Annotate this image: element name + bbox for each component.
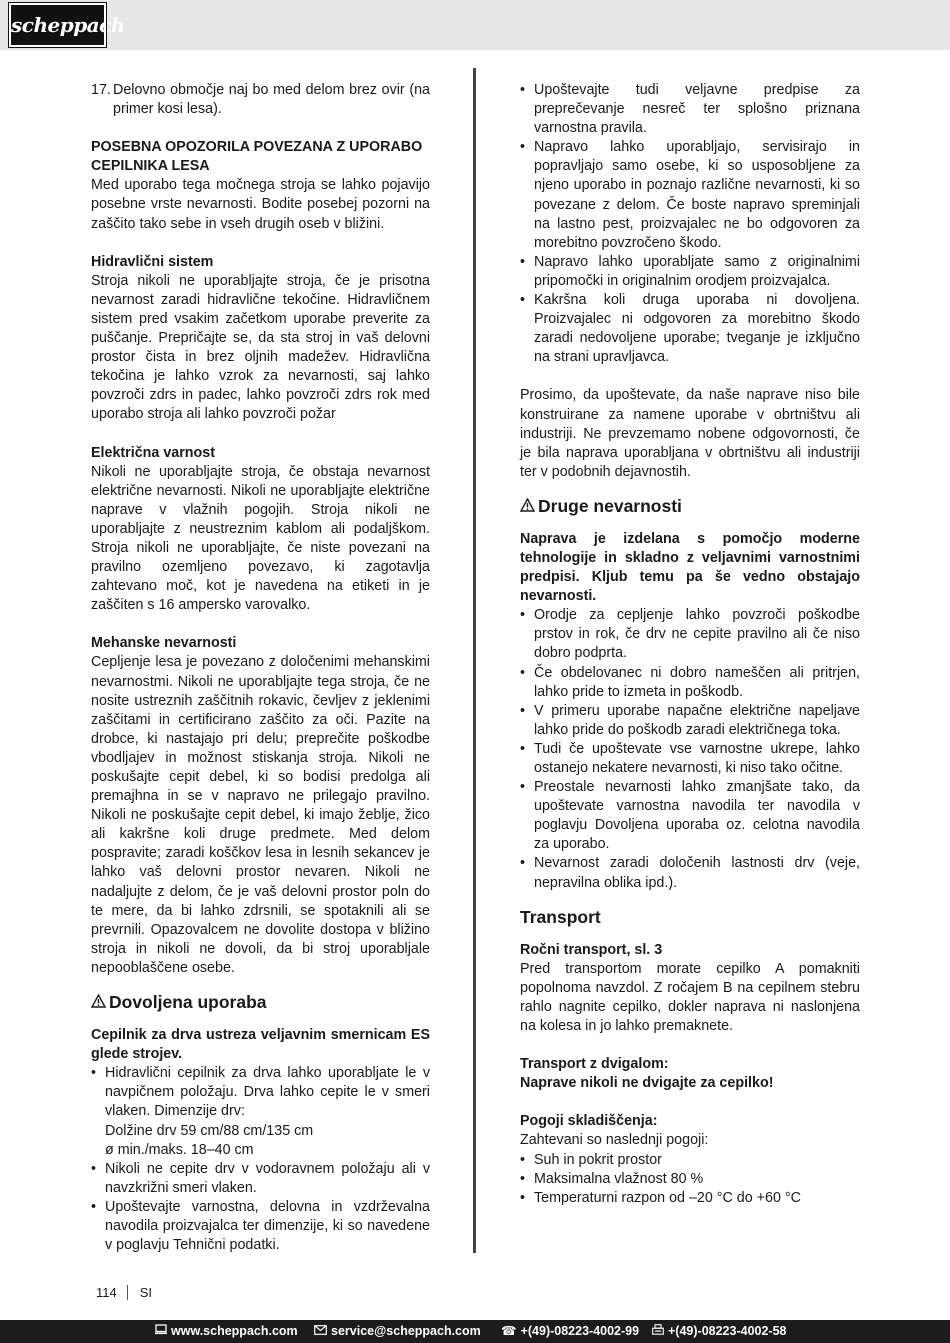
- phone-icon: ☎: [501, 1324, 517, 1338]
- warning-icon: [91, 990, 109, 1014]
- fax-icon: [652, 1320, 664, 1343]
- other-risks-lead: Naprava je izdelana s pomočjo moderne tehnologije in skladno z veljavnimi varnostnimi predpisi. Kljub temu pa še vedno obstajajo nevarnosti.: [520, 530, 860, 605]
- electric-title: Električna varnost: [91, 444, 215, 461]
- intended-use-lead: Cepilnik za drva ustreza veljavnim smernicam ES glede strojev.: [91, 1027, 430, 1063]
- special-warnings-title: POSEBNA OPOZORILA POVEZANA Z UPORABO CEPILNIKA LESA: [91, 139, 423, 175]
- list-item: • Če obdelovanec ni dobro nameščen ali pritrjen, lahko pride to izmeta in poškodb.: [520, 664, 860, 702]
- fax-number: +(49)-08223-4002-58: [652, 1320, 787, 1343]
- list-item: • Upoštevajte tudi veljavne predpise za preprečevanje nesreč ter splošno priznana varnostna pravila.: [520, 81, 860, 138]
- phone-link[interactable]: ☎ +(49)-08223-4002-99: [501, 1320, 639, 1343]
- list-item: • Upoštevajte varnostna, delovna in vzdrževalna navodila proizvajalca ter dimenzije, ki so navedene v poglavju Tehnični podatki.: [91, 1198, 430, 1255]
- warning-icon: [520, 494, 538, 518]
- header-bar: [0, 0, 950, 50]
- list-item: • Tudi če upoštevate vse varnostne ukrepe, lahko ostanejo nekatere nevarnosti, ki niso tako očitne.: [520, 740, 860, 778]
- crane-transport-title: Transport z dvigalom:: [520, 1056, 669, 1073]
- list-item: • Napravo lahko uporabljate samo z originalnimi pripomočki in originalnim orodjem proizvajalca.: [520, 253, 860, 291]
- special-warnings-text: Med uporabo tega močnega stroja se lahko pojavijo posebne vrste nevarnosti. Bodite posebej pozorni na zaščito tako sebe in vseh drugih oseb v bližini.: [91, 177, 430, 232]
- list-item: • Orodje za cepljenje lahko povzroči poškodbe prstov in rok, če drv ne cepite pravilno ali če niso dobro podprta.: [520, 606, 860, 663]
- hydraulic-text: Stroja nikoli ne uporabljajte stroja, če je prisotna nevarnost zaradi hidravlične tekočine. Hidravličnem sistem pred vsakim začetkom uporabe preverite za puščanje. Prepričajte se, da sta stroj in vaš delovni prostor čista in brez oljnih madežev. Hidravlična tekočina je lahko vzrok za nevarnosti, saj lahko povzroči zdrs in padec, lahko povzroči zdrs rok med uporabo stroja ali lahko povzroči požar: [91, 272, 430, 423]
- electric-text: Nikoli ne uporabljajte stroja, če obstaja nevarnost električne nevarnosti. Nikoli ne uporabljajte električne naprave v vlažnih pogojih. Stroja nikoli ne uporabljajte z neustreznim kablom ali podaljškom. Stroja nikoli ne uporabljajte, če niste povezani na pravilno ozemljeno povezavo, ki zagotavlja zahtevano moč, kot je navedena na etiketi in je zaščiten s 16 ampersko varovalko.: [91, 463, 430, 614]
- list-item: • Hidravlični cepilnik za drva lahko uporabljate le v navpičnem položaju. Drva lahko cepite le v smeri vlaken. Dimenzije drv: Dolžine drv 59 cm/88 cm/135 cm ø min./maks. 18–40 cm: [91, 1064, 430, 1159]
- item-number: 17.: [91, 82, 111, 98]
- mechanical-text: Cepljenje lesa je povezano z določenimi mehanskimi nevarnostmi. Nikoli ne uporabljajte tega stroja, če ne nosite ustreznih zaščitnih rokavic, čevljev z jeklenimi zaščitami in certificirano zaščito za oči. Pazite na drobce, ki nastajajo pri delu; preprečite poškodbe vbodljajev in možnost stiskanja stroja. Nikoli ne poskušajte cepit debel, ki so bodisi predolga ali premajhna in se v napravo ne prilegajo pravilno. Nikoli ne poskušajte cepit debel, ki imajo žeblje, žico ali kakršne koli druge predmete. Med delom pospravite; zaradi koščkov lesa in lesnih sekancev je lahko vaš delovni prostor nevaren. Nikoli ne nadaljujte z delom, če je vaš delovni prostor poln do te mere, da bi lahko zdrsnili, se spotaknili ali se prevrnili. Opazovalcem ne dovolite dostopa v bližino stroja in nikoli ne dovoli, da bi stroj uporabljale nepooblaščene osebe.: [91, 654, 430, 976]
- commercial-use-note: Prosimo, da upoštevate, da naše naprave niso bile konstruirane za namene uporabe v obrtništvu ali industriji. Ne prevzemamo nobene odgovornosti, če je bila naprava uporabljana v obrtništvu ali industriji ter v podobnih dejavnostih.: [520, 387, 860, 480]
- contact-bar: [0, 1320, 950, 1343]
- hydraulic-title: Hidravlični sistem: [91, 253, 214, 270]
- mail-icon: [314, 1320, 327, 1343]
- intended-use-heading: Dovoljena uporaba: [91, 990, 430, 1014]
- list-item: • Temperaturni razpon od –20 °C do +60 °C: [520, 1189, 860, 1208]
- list-item: • Nikoli ne cepite drv v vodoravnem položaju ali v navzkrižni smeri vlaken.: [91, 1160, 430, 1198]
- list-item: • V primeru uporabe napačne električne napeljave lahko pride do poškodb zaradi električnega toka.: [520, 702, 860, 740]
- column-divider: [473, 68, 476, 1253]
- storage-title: Pogoji skladiščenja:: [520, 1113, 658, 1130]
- mechanical-title: Mehanske nevarnosti: [91, 635, 237, 652]
- scheppach-logo: scheppach: [9, 3, 106, 47]
- list-item: • Napravo lahko uporabljajo, servisirajo in popravljajo samo osebe, ki so usposobljene za njeno uporabo in poznajo različne nevarnosti, ki so povezane z delom. Če boste napravo spreminjali na lastno pest, proizvajalec ne bo odgovoren za morebitno povzročeno škodo.: [520, 138, 860, 253]
- email-link[interactable]: service@scheppach.com: [314, 1320, 481, 1343]
- list-item: • Suh in pokrit prostor: [520, 1151, 860, 1170]
- transport-heading: Transport: [520, 906, 601, 927]
- right-column: [520, 81, 860, 1208]
- usage-list: [520, 81, 860, 367]
- storage-lead: Zahtevani so naslednji pogoji:: [520, 1132, 709, 1149]
- list-item: • Nevarnost zaradi določenih lastnosti drv (veje, nepravilna oblika ipd.).: [520, 854, 860, 892]
- list-item: • Maksimalna vlažnost 80 %: [520, 1170, 860, 1189]
- language-code: SI: [139, 1285, 153, 1300]
- crane-transport-text: Naprave nikoli ne dvigajte za cepilko!: [520, 1075, 774, 1092]
- list-item: • Kakršna koli druga uporaba ni dovoljena. Proizvajalec ni odgovoren za morebitno škodo zaradi nedovoljene uporabe; tveganje je izključno na strani upravljavca.: [520, 291, 860, 367]
- manual-transport-text: Pred transportom morate cepilko A pomakniti popolnoma navzdol. Z ročajem B na cepilnem stebru rahlo nagnite cepilko, dokler naprava ni naslonjena na kolesa in jo lahko premaknete.: [520, 960, 860, 1035]
- list-item-17: 17. Delovno območje naj bo med delom brez ovir (na primer kosi lesa).: [91, 82, 430, 118]
- storage-list: [520, 1151, 860, 1208]
- manual-transport-title: Ročni transport, sl. 3: [520, 941, 663, 958]
- page-footer: [96, 1285, 152, 1300]
- computer-icon: [155, 1320, 167, 1343]
- intended-use-list: [91, 1064, 430, 1255]
- other-risks-heading: Druge nevarnosti: [520, 494, 860, 518]
- list-item: • Preostale nevarnosti lahko zmanjšate tako, da upoštevate varnostna navodila ter navodila v poglavju Dovoljena uporaba oz. celotna navodila za uporabo.: [520, 778, 860, 854]
- website-link[interactable]: www.scheppach.com: [155, 1320, 298, 1343]
- page-number: 114: [96, 1285, 128, 1300]
- risks-list: [520, 606, 860, 892]
- left-column: [91, 81, 430, 1255]
